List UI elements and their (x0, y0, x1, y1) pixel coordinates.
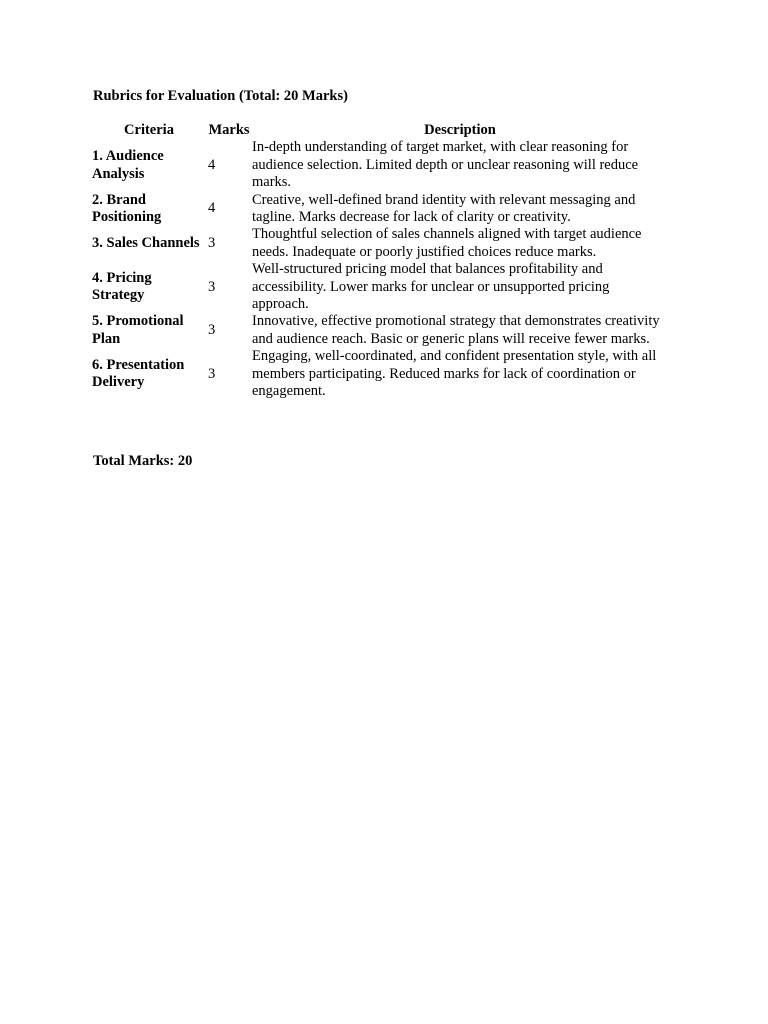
criteria-cell: 2. Brand Positioning (92, 191, 162, 226)
description-cell: Creative, well-defined brand identity with relevant messaging and tagline. Marks decrease for lack of clarity or creativity. (252, 191, 636, 226)
marks-cell: 3 (208, 365, 216, 382)
criteria-cell: 5. Promotional Plan (92, 313, 184, 347)
description-cell: Engaging, well-coordinated, and confident presentation style, with all members participating. Reduced marks for lack of coordination or engagement. (252, 348, 657, 400)
description-header: Description (424, 122, 496, 138)
criteria-cell: 4. Pricing Strategy (92, 269, 152, 304)
marks-cell: 3 (208, 322, 216, 339)
criteria-cell: 6. Presentation Delivery (92, 356, 185, 391)
description-cell: Well-structured pricing model that balances profitability and accessibility. Lower marks for unclear or unsupported pricing approach. (252, 261, 610, 313)
marks-cell: 3 (208, 235, 216, 252)
total-marks: Total Marks: 20 (93, 453, 193, 469)
table-row (91, 226, 669, 261)
marks-cell: 4 (208, 200, 216, 217)
criteria-cell: 1. Audience Analysis (92, 148, 164, 182)
document-title: Rubrics for Evaluation (Total: 20 Marks) (93, 88, 348, 104)
criteria-header: Criteria (124, 122, 174, 138)
description-cell: In-depth understanding of target market, with clear reasoning for audience selection. Limited depth or unclear reasoning will reduce marks. (252, 139, 639, 191)
table-row (91, 261, 669, 313)
rubric-table (91, 122, 669, 401)
table-row (91, 348, 669, 400)
marks-cell: 3 (208, 278, 216, 295)
criteria-cell: 3. Sales Channels (92, 235, 200, 252)
marks-cell: 4 (208, 156, 216, 173)
table-header-row (91, 122, 669, 139)
table-row (91, 139, 669, 191)
description-cell: Innovative, effective promotional strategy that demonstrates creativity and audience reach. Basic or generic plans will receive fewer marks. (252, 313, 660, 347)
table-row (91, 313, 669, 348)
table-row (91, 192, 669, 227)
description-cell: Thoughtful selection of sales channels aligned with target audience needs. Inadequate or poorly justified choices reduce marks. (252, 226, 642, 260)
marks-header: Marks (208, 122, 250, 138)
